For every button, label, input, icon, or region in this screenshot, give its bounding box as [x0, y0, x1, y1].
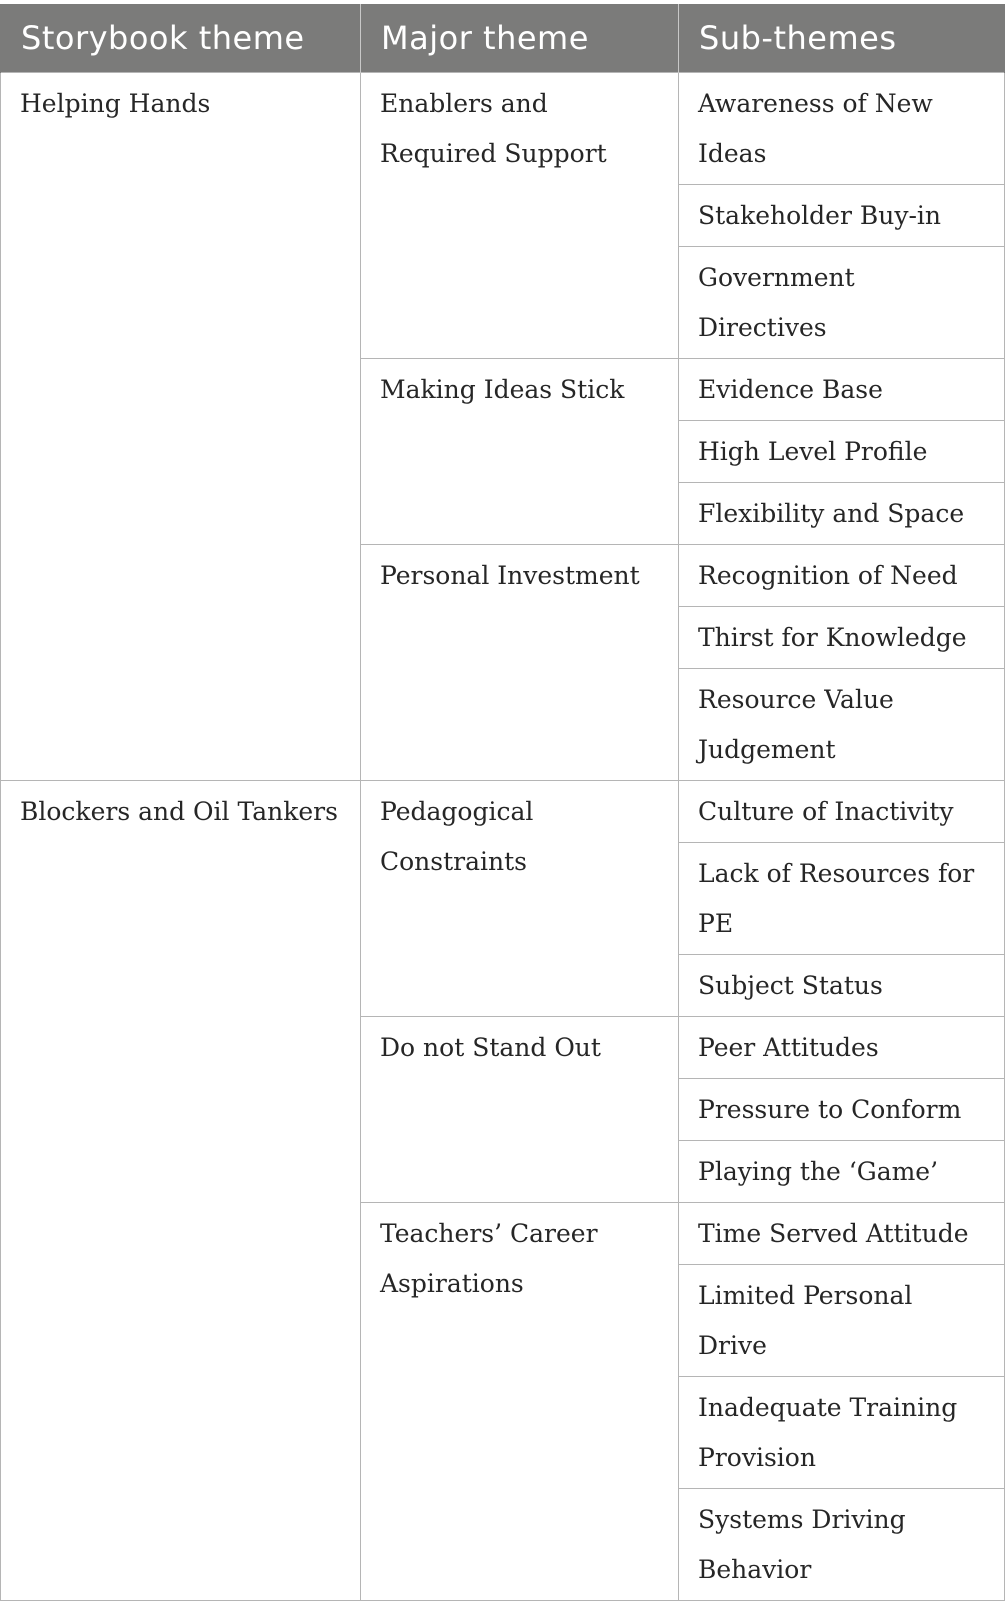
- sub-theme-cell: Playing the ‘Game’: [679, 1140, 1005, 1202]
- table-row: [1, 780, 1005, 842]
- sub-theme-cell: Stakeholder Buy-in: [679, 184, 1005, 246]
- sub-theme-cell: Inadequate Training Provision: [679, 1376, 1005, 1488]
- major-theme-cell: Teachers’ Career Aspirations: [361, 1202, 679, 1600]
- sub-theme-cell: Awareness of New Ideas: [679, 72, 1005, 184]
- header-major-theme: Major theme: [361, 4, 679, 72]
- sub-theme-cell: Evidence Base: [679, 358, 1005, 420]
- sub-theme-cell: Systems Driving Behavior: [679, 1488, 1005, 1600]
- major-theme-cell: Making Ideas Stick: [361, 358, 679, 544]
- storybook-theme-cell: Helping Hands: [1, 72, 361, 780]
- sub-theme-cell: Resource Value Judgement: [679, 668, 1005, 780]
- header-storybook-theme: Storybook theme: [1, 4, 361, 72]
- themes-table: [0, 4, 1005, 1601]
- header-row: [1, 4, 1005, 72]
- sub-theme-cell: High Level Profile: [679, 420, 1005, 482]
- sub-theme-cell: Recognition of Need: [679, 544, 1005, 606]
- major-theme-cell: Do not Stand Out: [361, 1016, 679, 1202]
- sub-theme-cell: Culture of Inactivity: [679, 780, 1005, 842]
- sub-theme-cell: Limited Personal Drive: [679, 1264, 1005, 1376]
- sub-theme-cell: Pressure to Conform: [679, 1078, 1005, 1140]
- sub-theme-cell: Lack of Resources for PE: [679, 842, 1005, 954]
- table-row: [1, 72, 1005, 184]
- major-theme-cell: Pedagogical Constraints: [361, 780, 679, 1016]
- sub-theme-cell: Subject Status: [679, 954, 1005, 1016]
- major-theme-cell: Enablers and Required Support: [361, 72, 679, 358]
- sub-theme-cell: Peer Attitudes: [679, 1016, 1005, 1078]
- sub-theme-cell: Flexibility and Space: [679, 482, 1005, 544]
- header-sub-themes: Sub-themes: [679, 4, 1005, 72]
- major-theme-cell: Personal Investment: [361, 544, 679, 780]
- sub-theme-cell: Government Directives: [679, 246, 1005, 358]
- storybook-theme-cell: Blockers and Oil Tankers: [1, 780, 361, 1600]
- sub-theme-cell: Time Served Attitude: [679, 1202, 1005, 1264]
- sub-theme-cell: Thirst for Knowledge: [679, 606, 1005, 668]
